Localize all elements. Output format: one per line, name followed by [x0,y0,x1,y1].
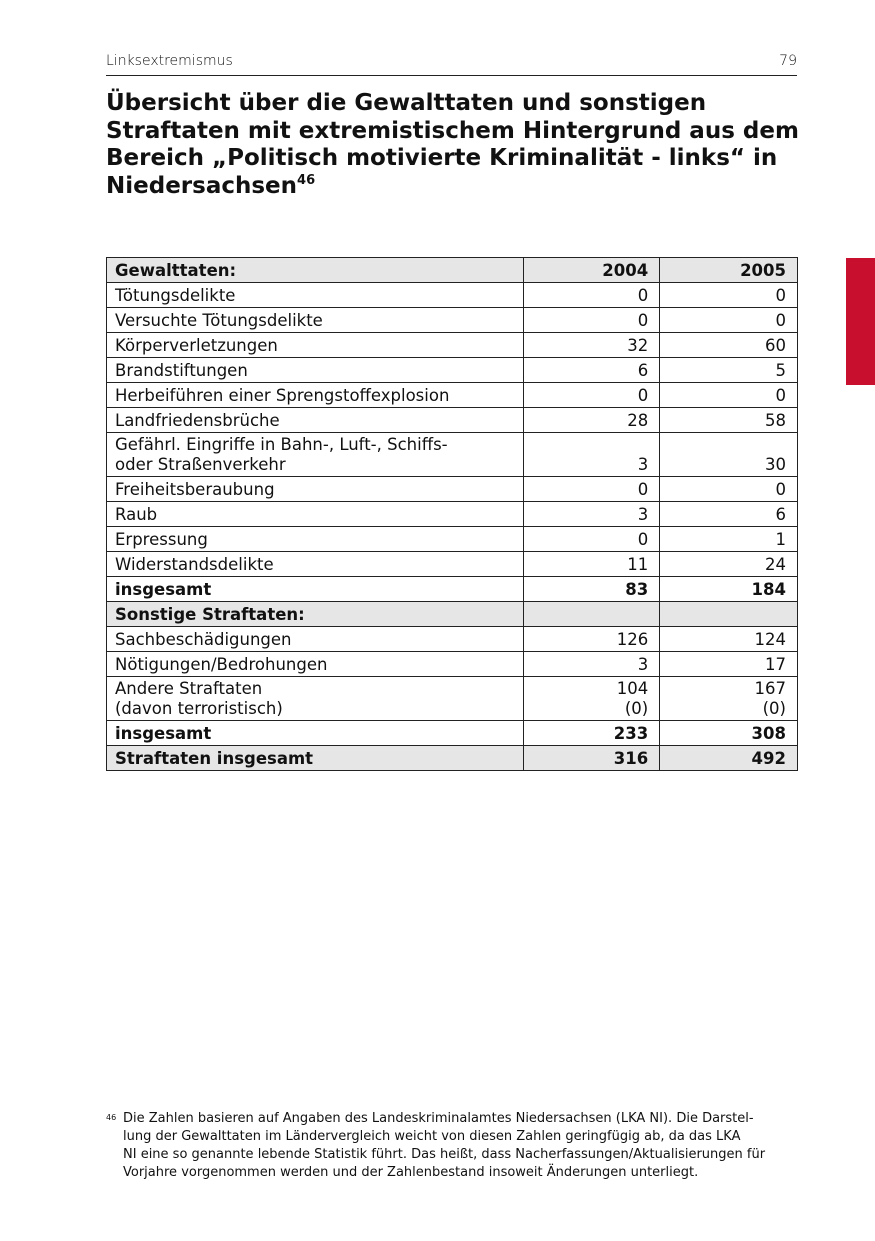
row-label-cell: Sachbeschädigungen [107,627,524,652]
row-label-cell: insgesamt [107,721,524,746]
value-2005-cell: 24 [660,552,798,577]
value-2005-cell: 6 [660,502,798,527]
row-label-cell: Gewalttaten: [107,258,524,283]
value-2005-cell: 5 [660,358,798,383]
row-label-cell: Körperverletzungen [107,333,524,358]
row-label-cell: Brandstiftungen [107,358,524,383]
value-2004-cell: 316 [524,746,660,771]
footnote-reference[interactable]: 46 [297,172,316,188]
value-2005-cell: 308 [660,721,798,746]
value-2005-cell: 0 [660,383,798,408]
running-title: Linksextremismus [106,53,233,69]
table-row [107,477,798,502]
value-2004-cell: 28 [524,408,660,433]
table-row [107,602,798,627]
row-label-cell: Tötungsdelikte [107,283,524,308]
value-2005-cell: 184 [660,577,798,602]
table-row [107,746,798,771]
value-2005-cell [660,602,798,627]
value-2005-cell: 58 [660,408,798,433]
table-row [107,652,798,677]
footnote [106,1110,796,1182]
value-2005-cell: 30 [660,433,798,477]
row-label-cell: Freiheitsberaubung [107,477,524,502]
row-label-cell: Landfriedensbrüche [107,408,524,433]
value-2004-cell: 0 [524,527,660,552]
value-2005-cell: 17 [660,652,798,677]
value-2004-cell: 11 [524,552,660,577]
row-label-cell: Straftaten insgesamt [107,746,524,771]
table-body [107,258,798,771]
table-row [107,627,798,652]
page-title-text: Übersicht über die Gewalttaten und sonstigen Straftaten mit extremistischem Hintergrund aus dem Bereich „Politisch motivierte Kriminalität - links“ in Niedersachsen [106,90,799,199]
table-row [107,383,798,408]
row-label-cell: insgesamt [107,577,524,602]
table-row [107,721,798,746]
value-2005-cell: 167 (0) [660,677,798,721]
page-title [106,90,806,200]
value-2004-cell: 3 [524,652,660,677]
value-2005-cell: 0 [660,308,798,333]
value-2004-cell: 104 (0) [524,677,660,721]
value-2004-cell: 233 [524,721,660,746]
value-2004-cell: 6 [524,358,660,383]
row-label-cell: Widerstandsdelikte [107,552,524,577]
value-2004-cell: 0 [524,308,660,333]
crime-statistics-table [106,257,798,771]
row-label-cell: Andere Straftaten (davon terroristisch) [107,677,524,721]
table-row [107,333,798,358]
table-row [107,433,798,477]
table-row [107,308,798,333]
value-2004-cell: 2004 [524,258,660,283]
page-number: 79 [779,53,797,69]
value-2004-cell: 32 [524,333,660,358]
running-header [106,52,797,76]
value-2004-cell [524,602,660,627]
value-2005-cell: 2005 [660,258,798,283]
footnote-text: Die Zahlen basieren auf Angaben des Landeskriminalamtes Niedersachsen (LKA NI). Die Darstel- lung der Gewalttaten im Ländervergleich weicht von diesen Zahlen geringfügig ab, da das LKA NI eine so genannte lebende Statistik führt. Das heißt, dass Nacherfassungen/Aktualisierungen für Vorjahre vorgenommen werden und der Zahlenbestand insoweit Änderungen unterliegt. [123,1111,766,1180]
value-2005-cell: 1 [660,527,798,552]
value-2005-cell: 124 [660,627,798,652]
value-2004-cell: 3 [524,433,660,477]
table-row [107,677,798,721]
footnote-number: 46 [106,1113,117,1122]
row-label-cell: Nötigungen/Bedrohungen [107,652,524,677]
value-2004-cell: 3 [524,502,660,527]
row-label-cell: Sonstige Straftaten: [107,602,524,627]
table-row [107,358,798,383]
table-row [107,577,798,602]
value-2004-cell: 0 [524,477,660,502]
table-row [107,502,798,527]
table-row [107,258,798,283]
row-label-cell: Gefährl. Eingriffe in Bahn-, Luft-, Schiffs- oder Straßenverkehr [107,433,524,477]
value-2005-cell: 0 [660,283,798,308]
table-row [107,527,798,552]
table-row [107,283,798,308]
value-2005-cell: 492 [660,746,798,771]
row-label-cell: Erpressung [107,527,524,552]
table-row [107,552,798,577]
value-2004-cell: 83 [524,577,660,602]
row-label-cell: Herbeiführen einer Sprengstoffexplosion [107,383,524,408]
value-2004-cell: 126 [524,627,660,652]
row-label-cell: Raub [107,502,524,527]
value-2004-cell: 0 [524,283,660,308]
row-label-cell: Versuchte Tötungsdelikte [107,308,524,333]
chapter-marker-tab [846,258,875,385]
value-2005-cell: 0 [660,477,798,502]
value-2004-cell: 0 [524,383,660,408]
value-2005-cell: 60 [660,333,798,358]
table-row [107,408,798,433]
